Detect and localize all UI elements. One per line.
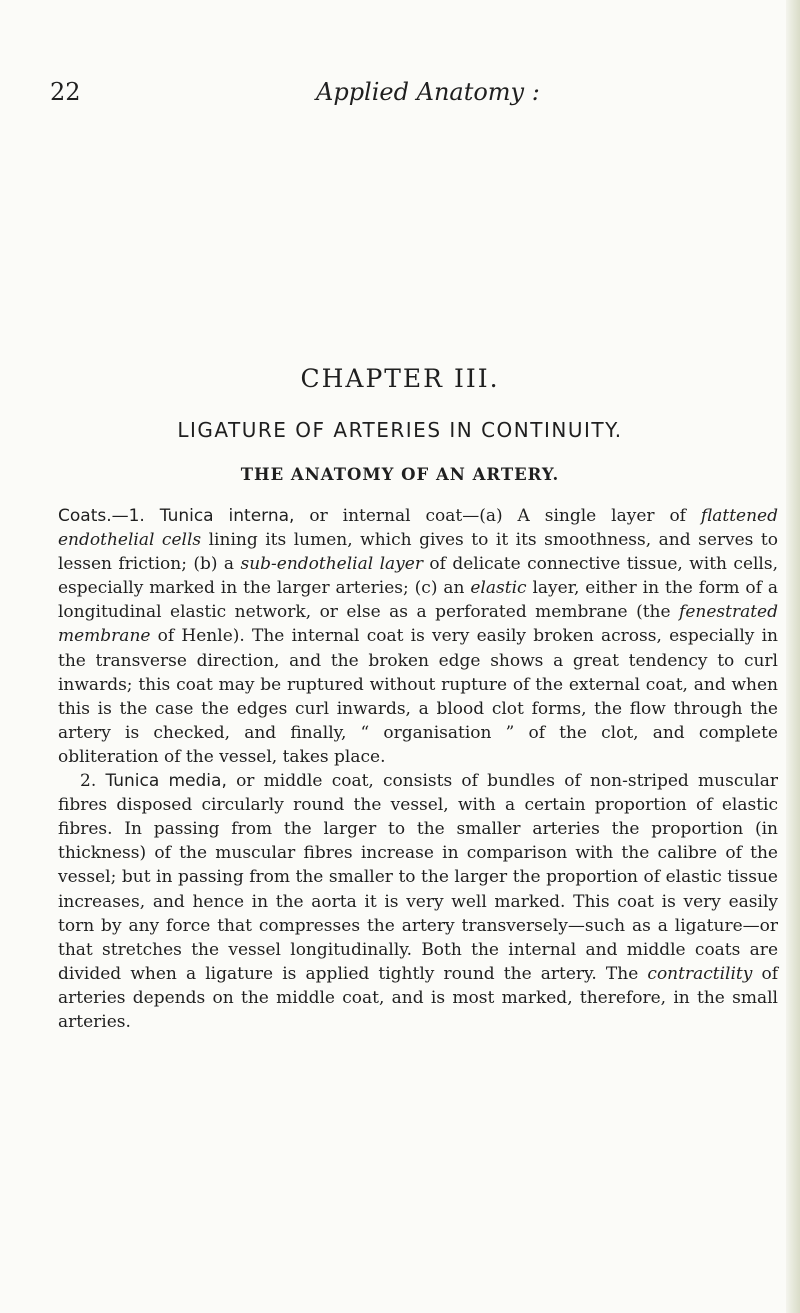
chapter-title: LIGATURE OF ARTERIES IN CONTINUITY. bbox=[177, 418, 623, 442]
text-segment: or middle coat, consists of bundles of non-striped muscular fibres disposed circularly round the vessel, with a certain proportion of elastic fibres. In passing from the larger to the smaller arteries the proportion (in thickness) of the muscular fibres increase in comparison with the calibre of the vessel; but in passing from the smaller to the larger the proportion of elastic tissue increases, and hence in the aorta it is very well marked. This coat is very easily torn by any force that compresses the artery transversely—such as a ligature—or that stretches the vessel longitudinally. Both the internal and middle coats are divided when a ligature is applied tightly round the artery. The bbox=[58, 771, 778, 984]
coats-lead: Coats.—1. bbox=[58, 506, 160, 526]
page-edge bbox=[786, 0, 800, 1313]
italic-term: fenestrated membrane bbox=[58, 602, 778, 647]
italic-term: contractility bbox=[647, 963, 753, 984]
body-text bbox=[58, 504, 778, 1034]
italic-term: flattened endothelial cells bbox=[58, 506, 778, 551]
text-segment: lining its lumen, which gives to it its smoothness, and serves to lessen friction; (b) a bbox=[58, 530, 778, 575]
paragraph-tunica-interna bbox=[58, 504, 778, 769]
chapter-heading: CHAPTER III. bbox=[300, 364, 500, 393]
running-head bbox=[50, 78, 750, 108]
item-number: 2. bbox=[80, 771, 106, 792]
term-tunica-media: Tunica media, bbox=[105, 771, 227, 792]
paragraph-tunica-media bbox=[58, 769, 778, 1034]
page-number: 22 bbox=[50, 78, 81, 106]
text-segment: of Henle). The internal coat is very easily broken across, especially in the transverse direction, and the broken edge shows a great tendency to curl inwards; this coat may be ruptured without rupture of the external coat, and when this is the case the edges curl inwards, a blood clot forms, the flow through the artery is checked, and finally, “ organisation ” of the clot, and complete obliteration of the vessel, takes place. bbox=[58, 626, 778, 767]
text-segment: of delicate connective tissue, with cells, especially marked in the larger arteries; (c) an bbox=[58, 554, 779, 599]
text-segment: of arteries depends on the middle coat, and is most marked, therefore, in the small arteries. bbox=[58, 963, 778, 1032]
section-title: THE ANATOMY OF AN ARTERY. bbox=[240, 465, 560, 484]
running-title: Applied Anatomy : bbox=[316, 78, 540, 106]
italic-term: elastic bbox=[470, 578, 527, 599]
term-tunica-interna: Tunica interna, bbox=[159, 506, 295, 526]
text-segment: or internal coat—(a) A single layer of bbox=[294, 506, 701, 526]
text-segment: layer, either in the form of a longitudinal elastic network, or else as a perforated membrane (the bbox=[58, 578, 778, 623]
italic-term: sub-endothelial layer bbox=[240, 554, 423, 575]
